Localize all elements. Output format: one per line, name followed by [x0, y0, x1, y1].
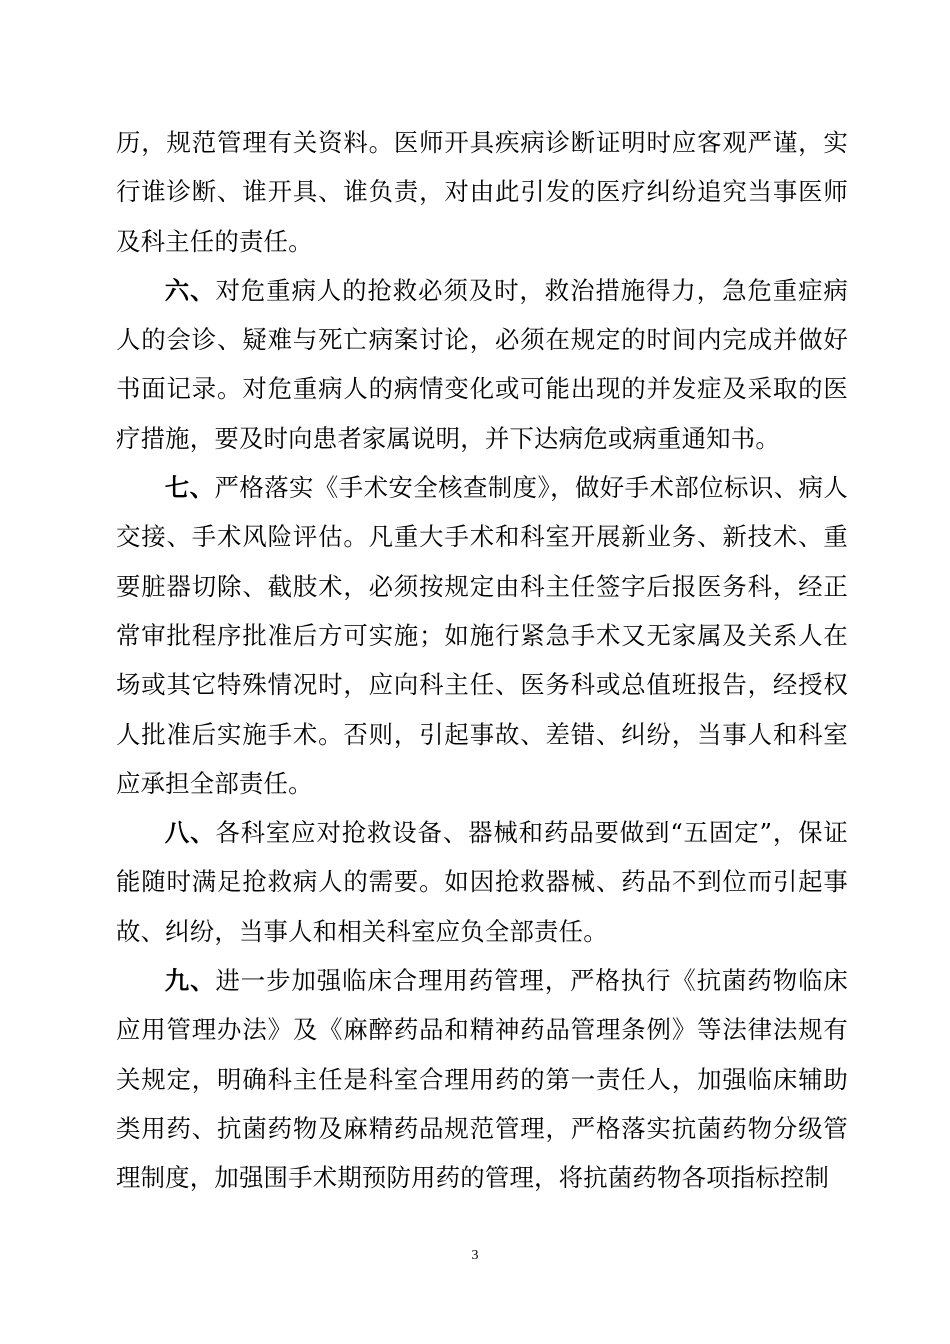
paragraph-item-9 — [116, 956, 848, 1202]
paragraph-text: 各科室应对抢救设备、器械和药品要做到“五固定”，保证能随时满足抢救病人的需要。如因抢救器械、药品不到位而引起事故、纠纷，当事人和相关科室应负全部责任。 — [116, 818, 849, 946]
page-number: 3 — [471, 1248, 479, 1263]
paragraph-text: 对危重病人的抢救必须及时，救治措施得力，急危重症病人的会诊、疑难与死亡病案讨论，必须在规定的时间内完成并做好书面记录。对危重病人的病情变化或可能出现的并发症及采取的医疗措施，要及时向患者家属说明，并下达病危或病重通知书。 — [116, 275, 848, 453]
paragraph-text: 严格落实《手术安全核查制度》，做好手术部位标识、病人交接、手术风险评估。凡重大手术和科室开展新业务、新技术、重要脏器切除、截肢术，必须按规定由科主任签字后报医务科，经正常审批程序批准后方可实施；如施行紧急手术又无家属及关系人在场或其它特殊情况时，应向科主任、医务科或总值班报告，经授权人批准后实施手术。否则，引起事故、差错、纠纷，当事人和科室应承担全部责任。 — [116, 473, 848, 798]
paragraph-item-8 — [116, 808, 848, 956]
item-number: 六、 — [164, 275, 216, 305]
paragraph-item-6 — [116, 266, 848, 463]
document-body — [116, 118, 848, 1203]
paragraph-item-7 — [116, 463, 848, 808]
item-number: 八、 — [164, 818, 216, 848]
paragraph-text: 进一步加强临床合理用药管理，严格执行《抗菌药物临床应用管理办法》及《麻醉药品和精神药品管理条例》等法律法规有关规定，明确科主任是科室合理用药的第一责任人，加强临床辅助类用药、抗菌药物及麻精药品规范管理，严格落实抗菌药物分级管理制度，加强围手术期预防用药的管理，将抗菌药物各项指标控制 — [116, 966, 848, 1193]
paragraph-continuation — [116, 118, 848, 266]
paragraph-text: 历，规范管理有关资料。医师开具疾病诊断证明时应客观严谨，实行谁诊断、谁开具、谁负责，对由此引发的医疗纠纷追究当事医师及科主任的责任。 — [116, 128, 848, 256]
item-number: 九、 — [164, 966, 216, 996]
item-number: 七、 — [164, 473, 215, 503]
